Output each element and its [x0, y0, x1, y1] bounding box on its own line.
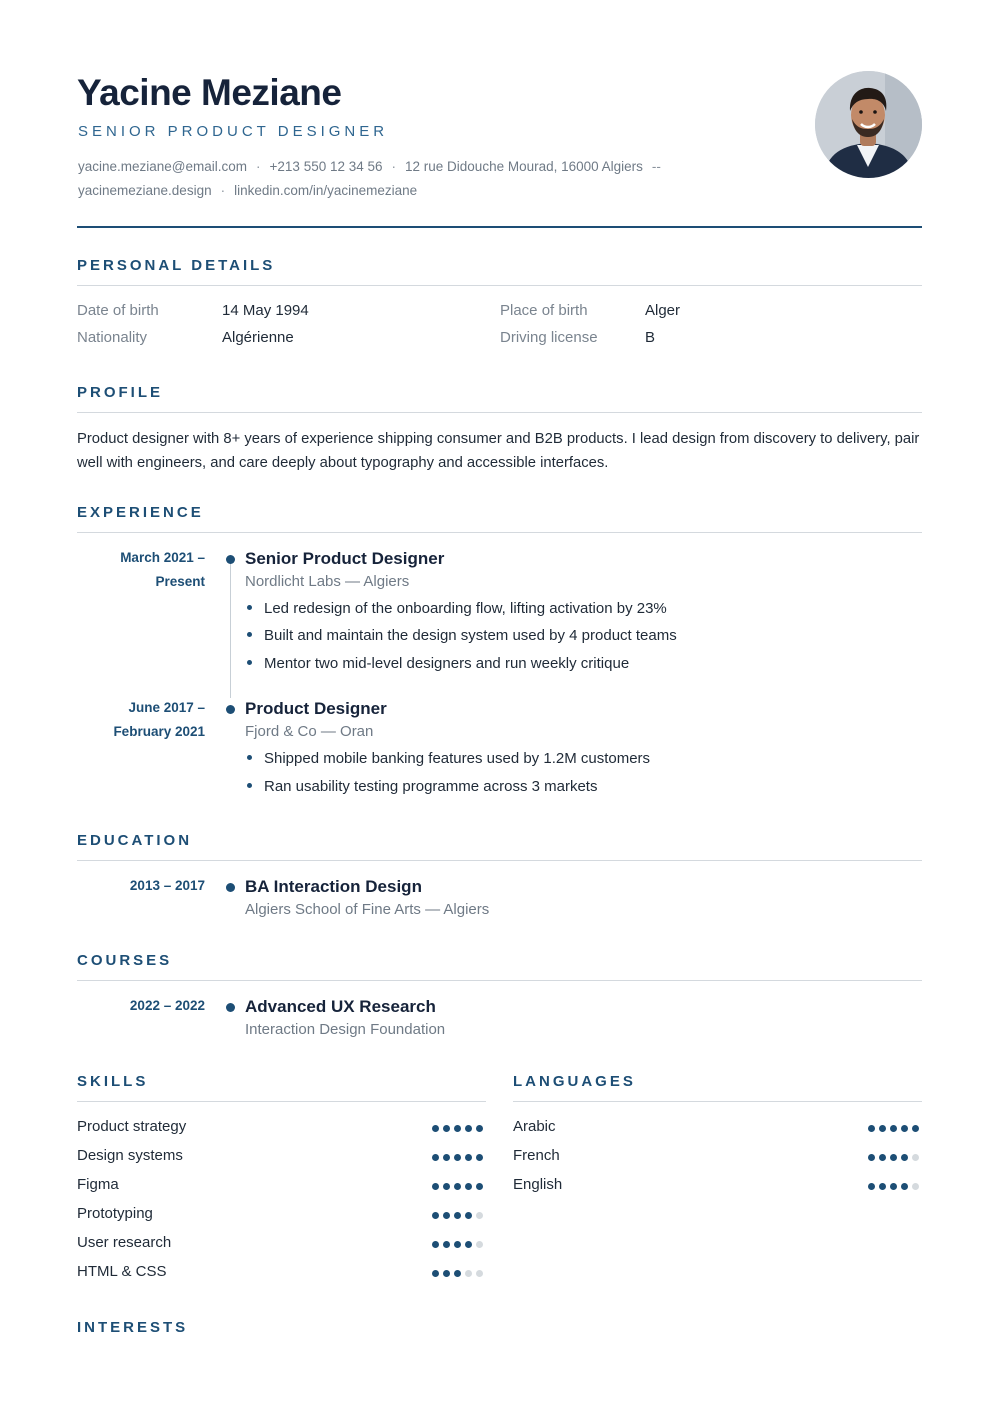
course-title: Advanced UX Research — [245, 997, 436, 1016]
rating-dot-filled-icon — [454, 1270, 461, 1277]
rating-dot-filled-icon — [868, 1183, 875, 1190]
candidate-name: Yacine Meziane — [77, 72, 342, 113]
rating-dot-filled-icon — [465, 1212, 472, 1219]
candidate-role: SENIOR PRODUCT DESIGNER — [78, 123, 389, 140]
license-label: Driving license — [500, 329, 598, 346]
skill-name: Product strategy — [77, 1118, 187, 1135]
nationality-value: Algérienne — [222, 329, 294, 346]
rating-dot-filled-icon — [454, 1183, 461, 1190]
rating-dot-filled-icon — [912, 1125, 919, 1132]
section-title-languages: LANGUAGES — [513, 1073, 636, 1090]
rating-dot-filled-icon — [476, 1183, 483, 1190]
rating-dot-filled-icon — [901, 1183, 908, 1190]
rating-dot-filled-icon — [890, 1125, 897, 1132]
job-bullet — [245, 655, 629, 672]
bullet-dot-icon — [247, 783, 252, 788]
website-link[interactable]: yacinemeziane.design — [78, 183, 212, 198]
bullet-dot-icon — [247, 632, 252, 637]
rating-dot-empty-icon — [912, 1154, 919, 1161]
license-value: B — [645, 329, 656, 346]
bullet-dot-icon — [247, 660, 252, 665]
rating-dot-filled-icon — [443, 1241, 450, 1248]
contact-line-2 — [78, 183, 417, 198]
job-bullet-text: Ran usability testing programme across 3 markets — [264, 778, 598, 795]
rating-dot-filled-icon — [432, 1241, 439, 1248]
email-link[interactable]: yacine.meziane@email.com — [78, 159, 248, 174]
school-name: Algiers School of Fine Arts — Algiers — [245, 901, 490, 918]
rating-dot-filled-icon — [868, 1154, 875, 1161]
job-bullet-text: Built and maintain the design system used by 4 product teams — [264, 627, 677, 644]
course-provider: Interaction Design Foundation — [245, 1021, 446, 1038]
rating-dot-filled-icon — [432, 1154, 439, 1161]
language-name: English — [513, 1176, 563, 1193]
timeline-dot — [226, 1003, 235, 1012]
job-bullet — [245, 750, 650, 767]
rating-dot-filled-icon — [432, 1183, 439, 1190]
timeline-connector — [230, 560, 231, 698]
job-date-range — [77, 696, 205, 744]
rating-dot-filled-icon — [443, 1270, 450, 1277]
education-date: 2013 – 2017 — [129, 878, 205, 893]
job-bullet — [245, 627, 677, 644]
rating-dot-empty-icon — [476, 1212, 483, 1219]
job-date-start: March 2021 – — [120, 550, 205, 565]
job-date-end: February 2021 — [113, 724, 205, 739]
rating-dot-filled-icon — [465, 1241, 472, 1248]
dob-value: 14 May 1994 — [222, 302, 309, 319]
rating-dot-filled-icon — [476, 1125, 483, 1132]
job-title: Senior Product Designer — [245, 549, 445, 568]
rating-dot-empty-icon — [476, 1270, 483, 1277]
contact-separator: · — [256, 159, 261, 174]
job-bullet — [245, 778, 597, 795]
rating-dot-filled-icon — [443, 1125, 450, 1132]
job-date-range — [77, 546, 205, 594]
rating-dot-filled-icon — [454, 1212, 461, 1219]
timeline-dot — [226, 555, 235, 564]
rating-dot-empty-icon — [465, 1270, 472, 1277]
job-employer: Fjord & Co — Oran — [245, 723, 374, 740]
rating-dot-filled-icon — [432, 1270, 439, 1277]
header-divider — [77, 226, 922, 228]
job-title: Product Designer — [245, 699, 387, 718]
linkedin-link[interactable]: linkedin.com/in/yacinemeziane — [234, 183, 418, 198]
rating-dot-filled-icon — [476, 1154, 483, 1161]
avatar-portrait — [815, 71, 922, 178]
job-bullet-text: Mentor two mid-level designers and run weekly critique — [264, 655, 630, 672]
language-name: French — [513, 1147, 560, 1164]
rating-dot-filled-icon — [454, 1154, 461, 1161]
section-divider — [77, 980, 922, 981]
contact-separator: · — [391, 159, 397, 174]
address: 12 rue Didouche Mourad, 16000 Algiers — [405, 159, 643, 174]
job-date-end: Present — [155, 574, 205, 589]
rating-dot-filled-icon — [432, 1125, 439, 1132]
section-title-profile: PROFILE — [77, 384, 164, 401]
rating-dot-filled-icon — [901, 1154, 908, 1161]
job-bullet-text: Led redesign of the onboarding flow, lifting activation by 23% — [264, 600, 667, 617]
language-name: Arabic — [513, 1118, 556, 1135]
rating-dot-filled-icon — [454, 1241, 461, 1248]
skill-name: HTML & CSS — [77, 1263, 167, 1280]
skill-name: User research — [77, 1234, 172, 1251]
section-title-personal-details: PERSONAL DETAILS — [77, 257, 276, 274]
rating-dot-filled-icon — [465, 1183, 472, 1190]
rating-dot-filled-icon — [443, 1183, 450, 1190]
rating-dot-filled-icon — [454, 1125, 461, 1132]
rating-dot-filled-icon — [443, 1154, 450, 1161]
rating-dot-filled-icon — [879, 1154, 886, 1161]
phone-number[interactable]: +213 550 12 34 56 — [269, 159, 383, 174]
dob-label: Date of birth — [77, 302, 159, 319]
rating-dot-filled-icon — [901, 1125, 908, 1132]
section-title-education: EDUCATION — [77, 832, 193, 849]
job-bullet — [245, 600, 667, 617]
rating-dot-empty-icon — [912, 1183, 919, 1190]
bullet-dot-icon — [247, 605, 252, 610]
job-bullet-text: Shipped mobile banking features used by 1.2M customers — [264, 750, 651, 767]
contact-separator: -- — [651, 159, 661, 174]
section-divider — [77, 860, 922, 861]
job-employer: Nordlicht Labs — Algiers — [245, 573, 410, 590]
pob-value: Alger — [645, 302, 681, 319]
section-divider — [77, 532, 922, 533]
nationality-label: Nationality — [77, 329, 148, 346]
section-divider — [77, 412, 922, 413]
rating-dot-filled-icon — [868, 1125, 875, 1132]
rating-dot-filled-icon — [432, 1212, 439, 1219]
skill-name: Design systems — [77, 1147, 183, 1164]
section-title-courses: COURSES — [77, 952, 173, 969]
rating-dot-filled-icon — [465, 1125, 472, 1132]
skill-name: Figma — [77, 1176, 119, 1193]
contact-separator: · — [220, 183, 226, 198]
rating-dot-filled-icon — [890, 1154, 897, 1161]
job-date-start: June 2017 – — [128, 700, 205, 715]
section-divider — [77, 285, 922, 286]
section-divider — [513, 1101, 922, 1102]
rating-dot-filled-icon — [879, 1183, 886, 1190]
contact-line-1 — [78, 159, 670, 174]
rating-dot-filled-icon — [465, 1154, 472, 1161]
timeline-dot — [226, 705, 235, 714]
section-title-skills: SKILLS — [77, 1073, 149, 1090]
bullet-dot-icon — [247, 755, 252, 760]
rating-dot-empty-icon — [476, 1241, 483, 1248]
course-date: 2022 – 2022 — [129, 998, 205, 1013]
section-divider — [77, 1101, 486, 1102]
rating-dot-filled-icon — [443, 1212, 450, 1219]
profile-summary: Product designer with 8+ years of experience shipping consumer and B2B products. I lead design from discovery to delivery, pair well with engineers, and care deeply about typography and accessible interfaces. — [77, 431, 920, 471]
section-title-experience: EXPERIENCE — [77, 504, 204, 521]
profile-photo — [815, 71, 922, 178]
timeline-dot — [226, 883, 235, 892]
rating-dot-filled-icon — [890, 1183, 897, 1190]
pob-label: Place of birth — [500, 302, 588, 319]
degree-title: BA Interaction Design — [245, 877, 422, 896]
skill-name: Prototyping — [77, 1205, 153, 1222]
section-title-interests: INTERESTS — [77, 1319, 189, 1336]
rating-dot-filled-icon — [879, 1125, 886, 1132]
